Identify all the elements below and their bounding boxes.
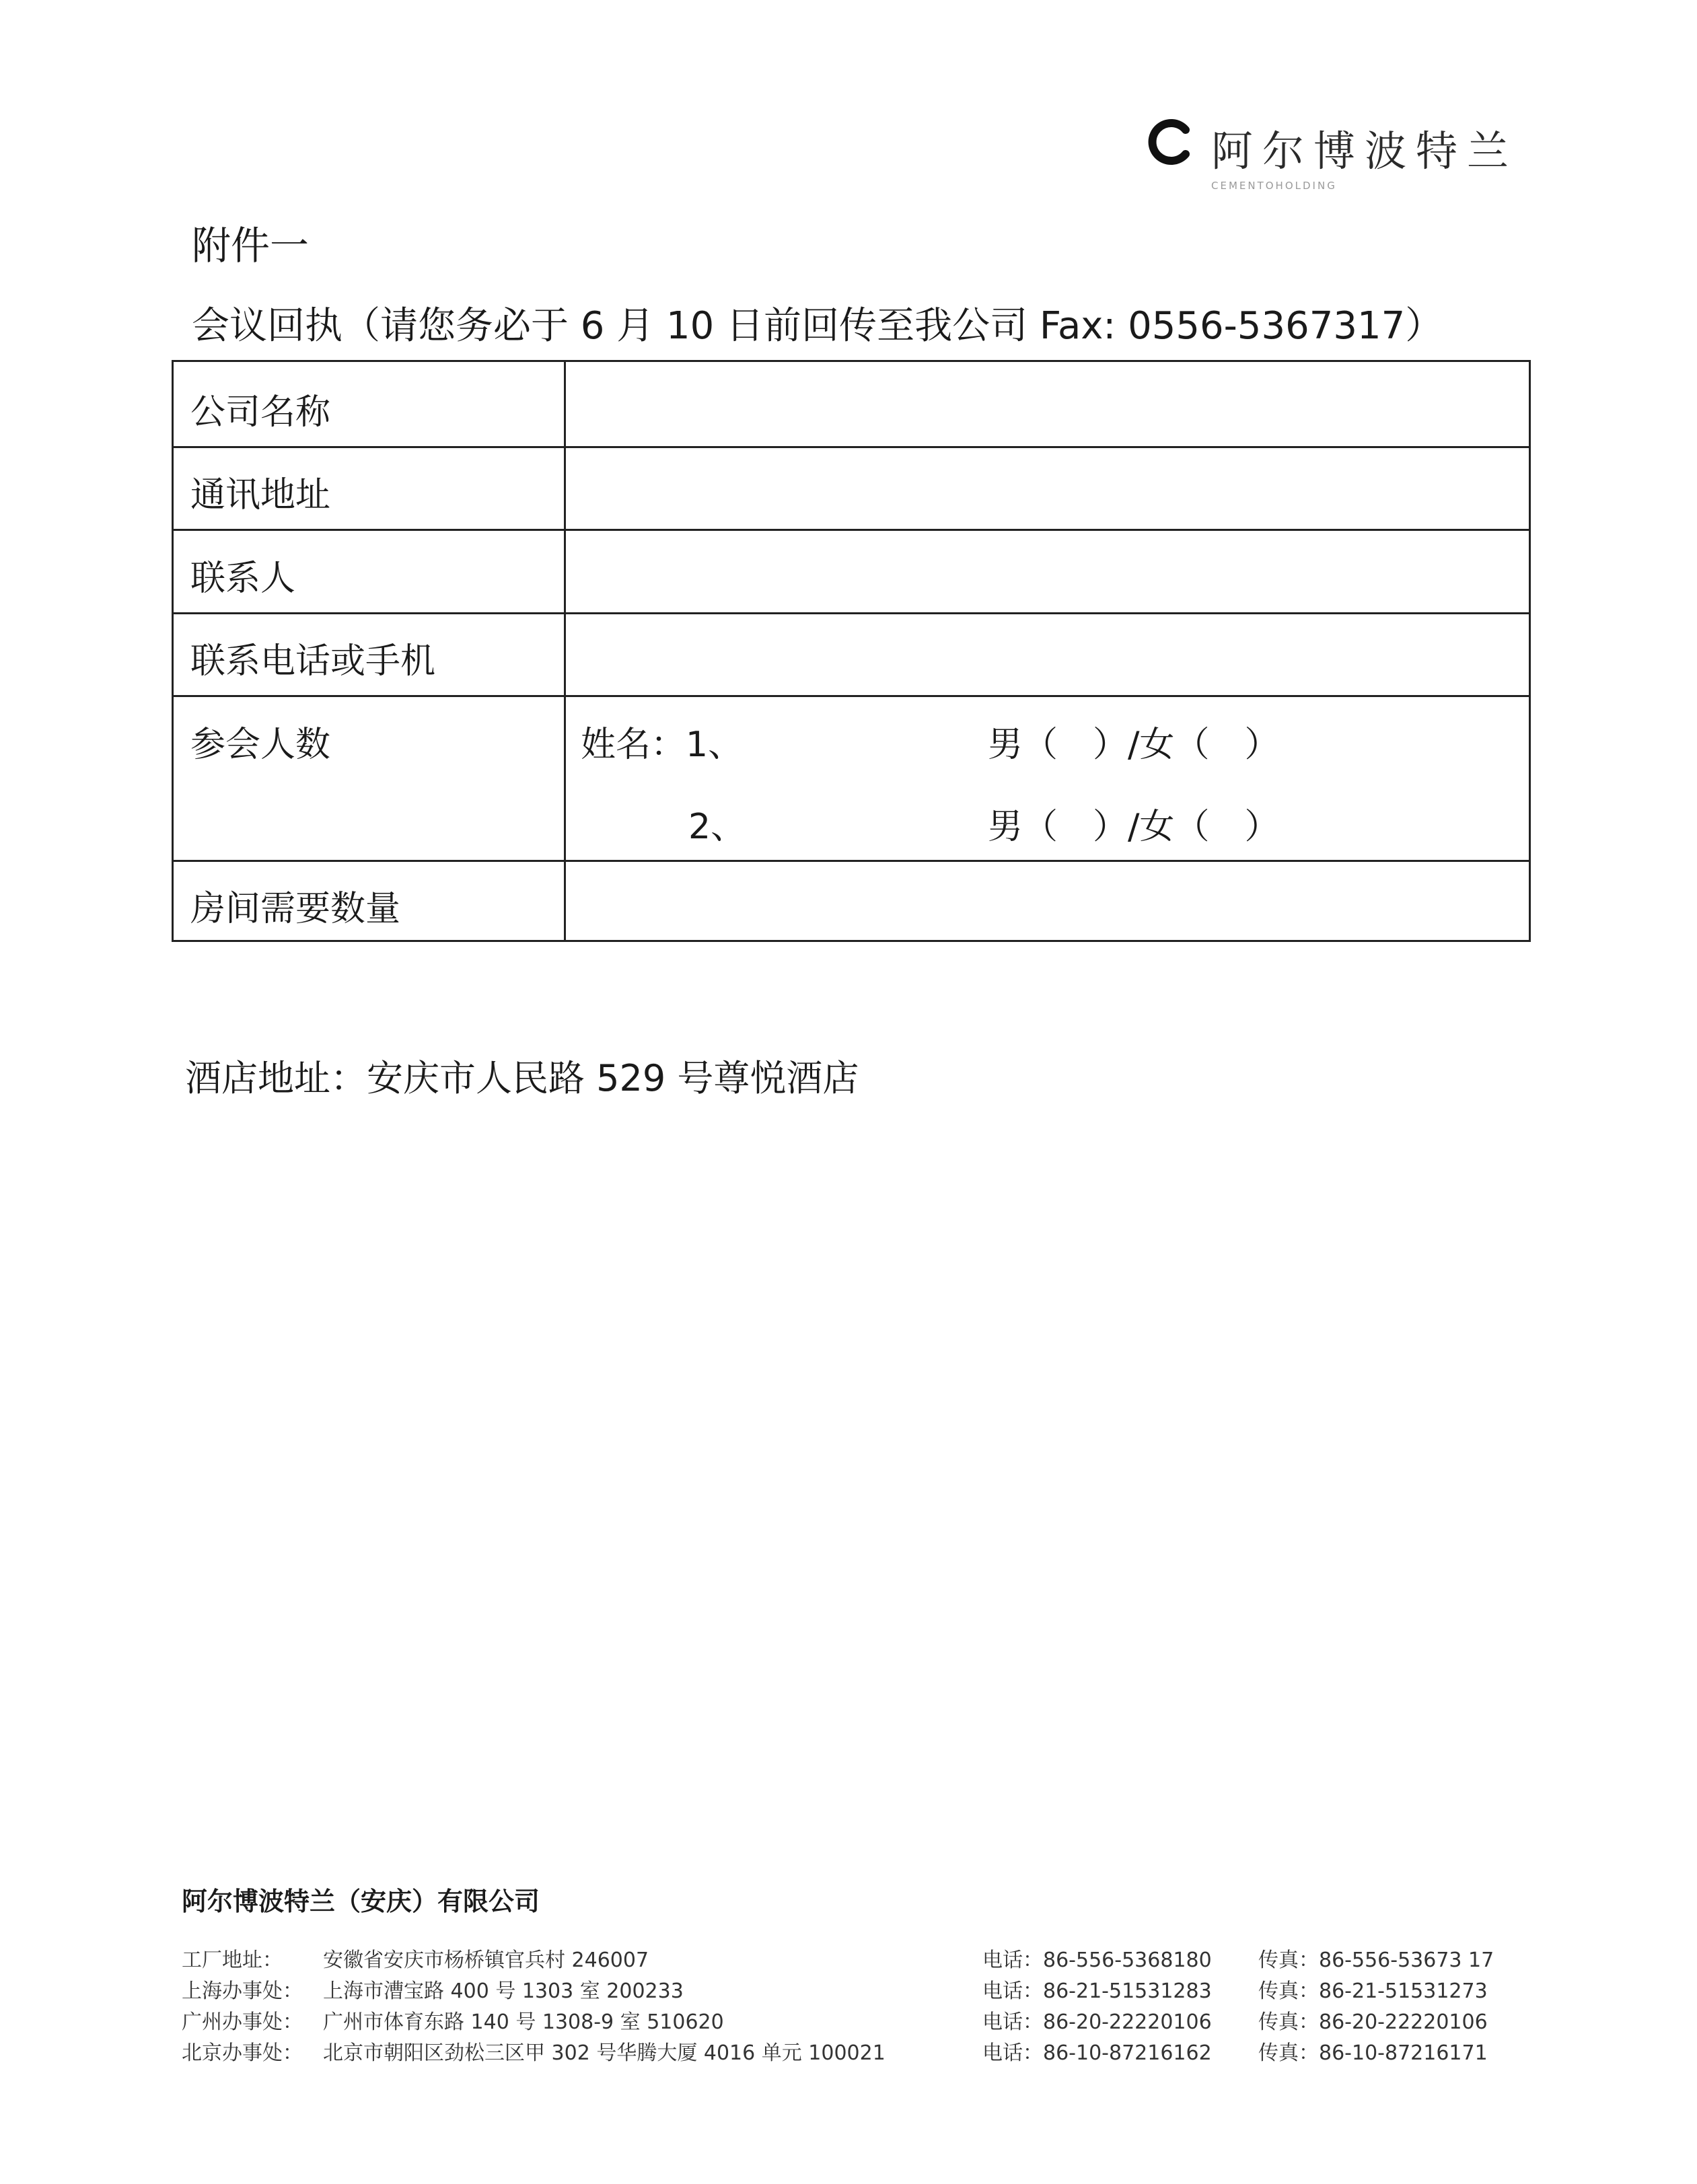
receipt-title: 会议回执（请您务必于 6 月 10 日前回传至我公司 Fax: 0556-5367317） [192, 304, 1443, 348]
footer-label: 北京办事处： [182, 2041, 303, 2065]
row-divider [174, 612, 1529, 614]
hotel-address: 酒店地址：安庆市人民路 529 号尊悦酒店 [185, 1057, 859, 1099]
company-logo [1144, 111, 1521, 205]
row-divider [174, 529, 1529, 531]
footer-label: 工厂地址： [182, 1949, 283, 1972]
row-divider [174, 860, 1529, 862]
footer-address: 北京市朝阳区劲松三区甲 302 号华腾大厦 4016 单元 100021 [323, 2041, 886, 2065]
footer-fax: 传真：86-556-53673 17 [1258, 1949, 1494, 1972]
row-divider [174, 695, 1529, 697]
attendee-2-gender[interactable]: 男（ ）/女（ ） [988, 807, 1280, 847]
label-company-name: 公司名称 [190, 392, 331, 433]
row-divider [174, 446, 1529, 448]
logo-name: 阿尔博波特兰 [1211, 126, 1519, 176]
footer-tel: 电话：86-10-87216162 [982, 2041, 1212, 2065]
footer-fax: 传真：86-20-22220106 [1258, 2010, 1488, 2034]
attendee-2-name-field[interactable]: 2、 [688, 807, 746, 847]
footer-tel: 电话：86-21-51531283 [982, 1979, 1212, 2003]
attendee-1-gender[interactable]: 男（ ）/女（ ） [988, 725, 1280, 765]
footer-fax: 传真：86-10-87216171 [1258, 2041, 1488, 2065]
label-room-count: 房间需要数量 [190, 889, 401, 929]
footer-tel: 电话：86-556-5368180 [982, 1949, 1212, 1972]
footer-fax: 传真：86-21-51531273 [1258, 1979, 1488, 2003]
receipt-form-table [172, 360, 1531, 942]
footer-address: 上海市漕宝路 400 号 1303 室 200233 [323, 1979, 684, 2003]
attachment-title: 附件一 [192, 223, 310, 268]
footer-address: 广州市体育东路 140 号 1308-9 室 510620 [323, 2010, 724, 2034]
footer-company-name: 阿尔博波特兰（安庆）有限公司 [182, 1887, 540, 1916]
label-attendees: 参会人数 [190, 725, 331, 765]
label-contact: 联系人 [190, 558, 296, 599]
attendee-1-name-field[interactable]: 姓名：1、 [581, 725, 744, 765]
footer-tel: 电话：86-20-22220106 [982, 2010, 1212, 2034]
logo-subtitle: CEMENTOHOLDING [1211, 180, 1337, 192]
footer-label: 上海办事处： [182, 1979, 303, 2003]
column-divider [564, 362, 566, 940]
label-address: 通讯地址 [190, 475, 331, 515]
label-phone: 联系电话或手机 [190, 641, 436, 682]
footer-label: 广州办事处： [182, 2010, 303, 2034]
footer-address: 安徽省安庆市杨桥镇官兵村 246007 [323, 1949, 649, 1972]
c-logo-icon [1144, 115, 1198, 169]
